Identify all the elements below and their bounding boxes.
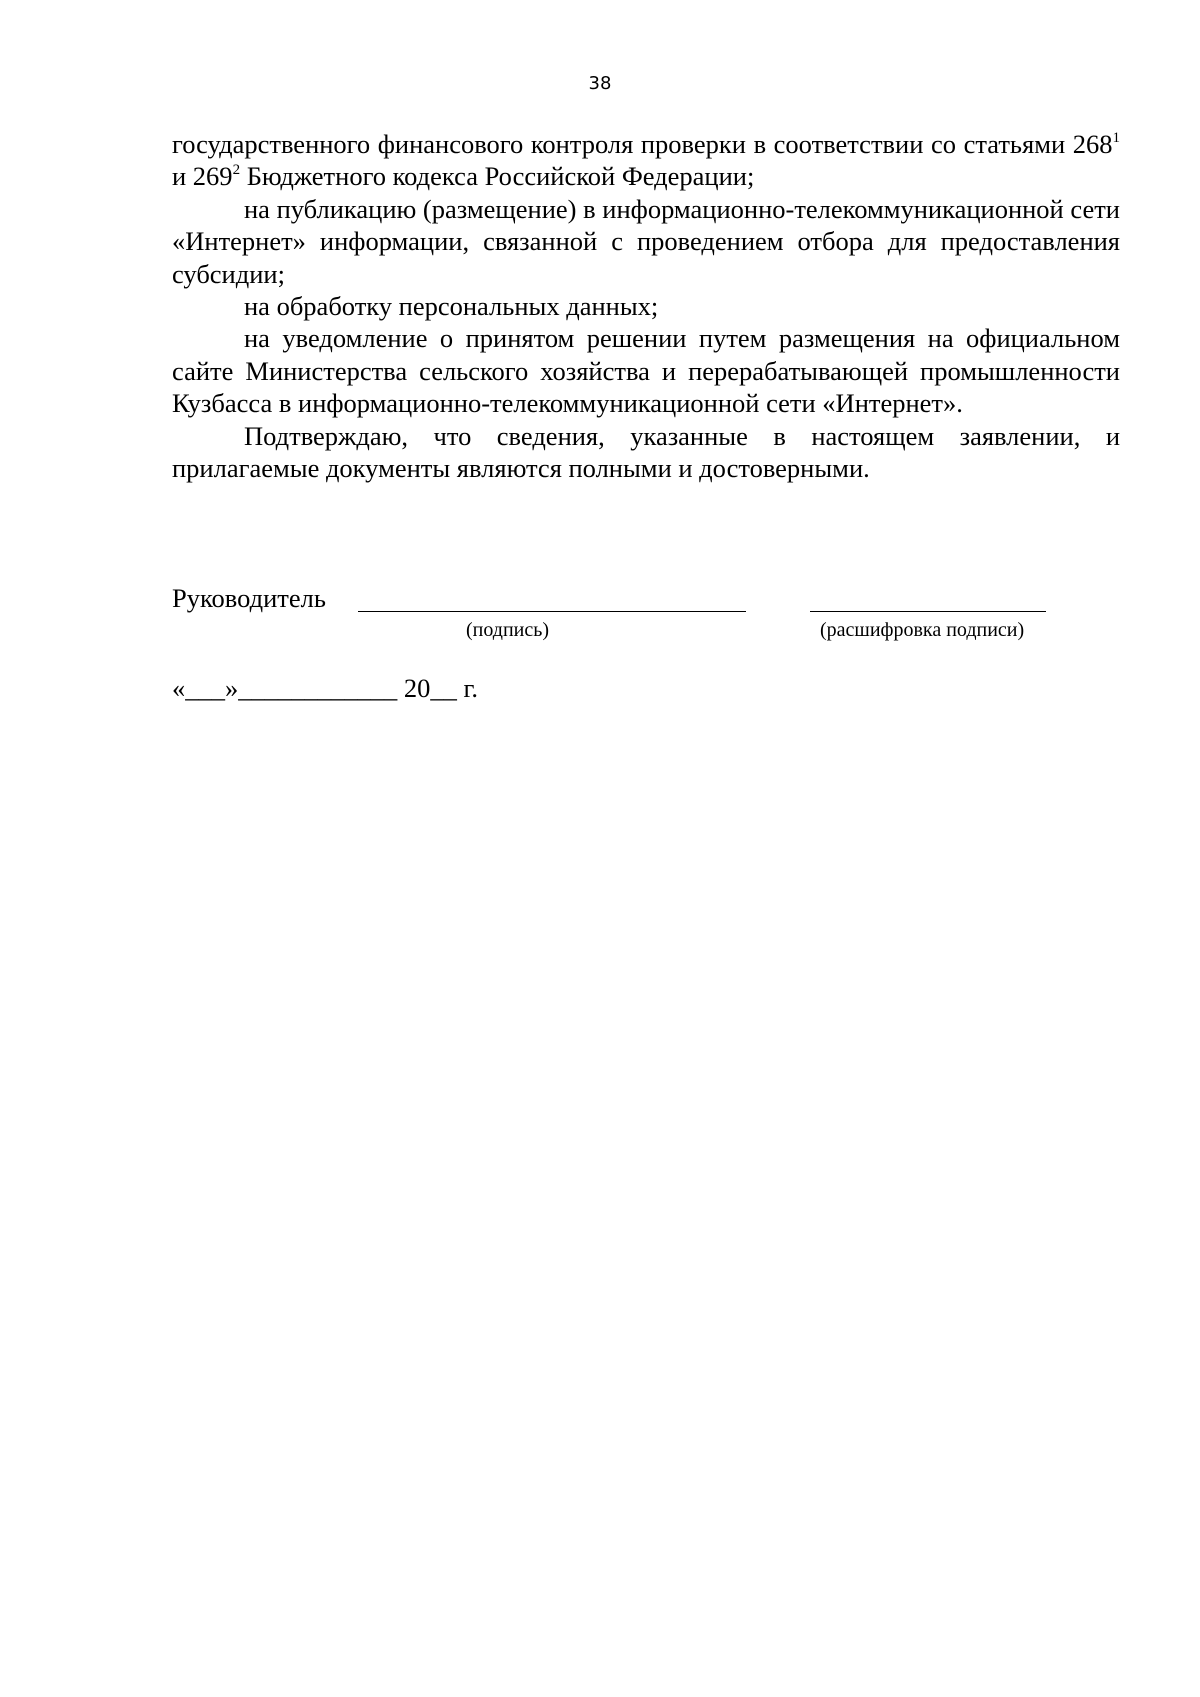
signature-decoding-caption: (расшифровка подписи) [820, 619, 1025, 641]
signature-caption: (подпись) [466, 619, 550, 641]
paragraph-personal-data: на обработку персональных данных; [244, 291, 659, 322]
paragraph-control-text: государственного финансового контроля проверки в соответствии со статьями 268 [172, 129, 1113, 159]
page-number: 38 [588, 73, 612, 94]
paragraph-confirmation: Подтверждаю, что сведения, указанные в настоящем заявлении, и прилагаемые документы являются полными и достоверными. [172, 420, 1120, 484]
paragraph-notification: на уведомление о принятом решении путем размещения на официальном сайте Министерства сельского хозяйства и перерабатывающей промышленности Кузбасса в информационно-телекоммуникационной сети «Интернет». [172, 323, 1120, 419]
date-line: «___»____________ 20__ г. [172, 673, 479, 703]
signature-line [358, 611, 746, 612]
signature-label: Руководитель [172, 583, 326, 613]
footnote-sup-2: 2 [232, 162, 241, 179]
paragraph-publication: на публикацию (размещение) в информационно-телекоммуникационной сети «Интернет» информации, связанной с проведением отбора для предоставления субсидии; [172, 193, 1120, 289]
footnote-sup-1: 1 [1112, 130, 1120, 146]
paragraph-control [172, 128, 1120, 193]
document-body [172, 128, 1120, 484]
paragraph-control-text-end: Бюджетного кодекса Российской Федерации; [240, 161, 755, 192]
signature-decoding-line [810, 611, 1046, 612]
paragraph-control-text-mid: и 269 [172, 161, 233, 192]
